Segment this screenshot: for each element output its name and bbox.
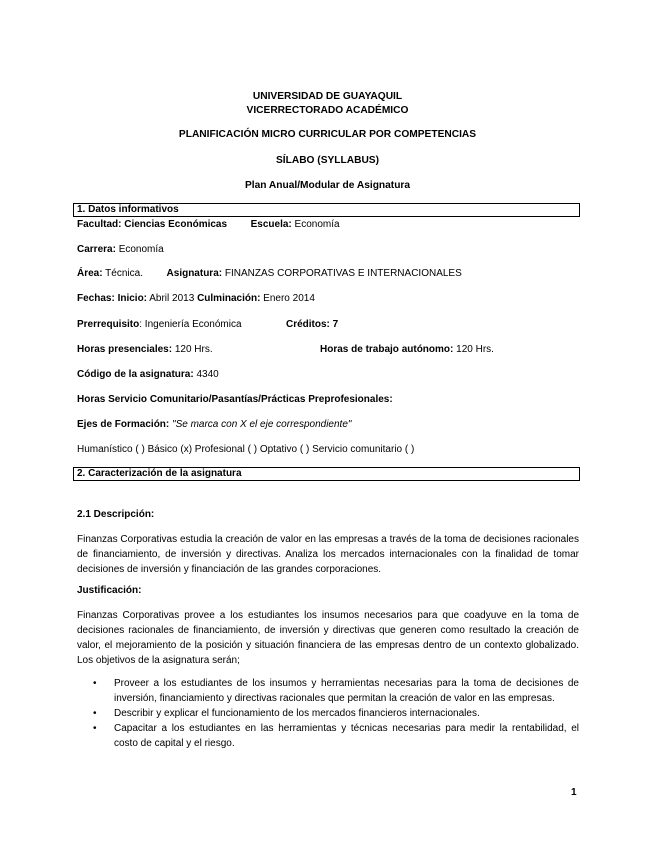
section-2-title: 2. Caracterización de la asignatura — [77, 468, 242, 479]
ejes-label: Ejes de Formación: — [77, 419, 170, 430]
ejes-options: Humanístico ( ) Básico (x) Profesional ( ) Optativo ( ) Servicio comunitario ( ) — [77, 444, 415, 455]
horas-presenciales-label: Horas presenciales: — [77, 344, 173, 355]
bullet-icon: • — [93, 708, 97, 719]
codigo-line — [77, 369, 219, 380]
syllabus-title: SÍLABO (SYLLABUS) — [275, 155, 379, 166]
plan-title: Plan Anual/Modular de Asignatura — [244, 180, 411, 191]
objective-text: Describir y explicar el funcionamiento de los mercados financieros internacionales. — [114, 708, 480, 719]
escuela-label: Escuela: — [250, 219, 292, 230]
fechas-inicio-value: Abril 2013 — [147, 293, 195, 304]
asignatura-value: FINANZAS CORPORATIVAS E INTERNACIONALES — [222, 268, 462, 279]
facultad-label: Facultad: Ciencias Económicas — [77, 219, 228, 230]
objective-text: Capacitar a los estudiantes en las herramientas y técnicas necesarias para medir la rentabilidad, el costo de capital y el riesgo. — [114, 723, 579, 749]
bullet-icon: • — [93, 723, 97, 734]
facultad-line — [77, 219, 340, 230]
asignatura-label: Asignatura: — [166, 268, 223, 279]
justification-title: Justificación: — [77, 585, 142, 596]
codigo-value: 4340 — [193, 369, 219, 380]
justification-text: Finanzas Corporativas provee a los estudiantes los insumos necesarios para que coadyuve en la toma de decisiones racionales de financiamiento, de inversión y directivas que generen como resultado la creación de valor, el mejoramiento de la posición y situación financiera de las empresas dentro de un contexto globalizado. Los objetivos de la asignatura serán; — [77, 610, 579, 666]
horas-presenciales-value: 120 Hrs. — [172, 344, 213, 355]
section-1-header — [73, 203, 580, 217]
area-line — [77, 268, 462, 279]
prerrequisito-value: : Ingeniería Económica — [139, 319, 242, 330]
carrera-label: Carrera: — [77, 244, 116, 255]
section-2-header — [73, 467, 580, 481]
escuela-value: Economía — [291, 219, 340, 230]
fechas-label: Fechas: Inicio: — [77, 293, 148, 304]
objective-text: Proveer a los estudiantes de los insumos y herramientas necesarias para la toma de decisiones de inversión, financiamiento y directivas racionales que permitan la creación de valor en las empresas. — [114, 678, 579, 704]
horas-presenciales-line — [77, 344, 213, 355]
vice-rectorate-title: VICERRECTORADO ACADÉMICO — [246, 105, 409, 116]
culminacion-value: Enero 2014 — [260, 293, 315, 304]
carrera-line — [77, 244, 164, 255]
horas-autonomo-value: 120 Hrs. — [453, 344, 494, 355]
section-1-title: 1. Datos informativos — [77, 204, 179, 215]
ejes-line — [77, 419, 351, 430]
list-item — [77, 721, 579, 751]
fechas-line — [77, 293, 315, 304]
ejes-value: "Se marca con X el eje correspondiente" — [169, 419, 352, 430]
creditos-label: Créditos: 7 — [286, 319, 339, 330]
prerrequisito-label: Prerrequisito — [77, 319, 140, 330]
list-item — [77, 676, 579, 706]
carrera-value: Economía — [115, 244, 164, 255]
bullet-icon: • — [93, 678, 97, 689]
objectives-list — [77, 676, 579, 751]
planning-title: PLANIFICACIÓN MICRO CURRICULAR POR COMPETENCIAS — [178, 129, 477, 140]
area-value: Técnica. — [102, 268, 143, 279]
list-item — [77, 706, 579, 721]
culminacion-label: Culminación: — [197, 293, 261, 304]
codigo-label: Código de la asignatura: — [77, 369, 194, 380]
page-number: 1 — [571, 787, 577, 798]
area-label: Área: — [77, 268, 103, 279]
horas-autonomo-line — [320, 344, 494, 355]
horas-servicio-label: Horas Servicio Comunitario/Pasantías/Prácticas Preprofesionales: — [77, 394, 393, 405]
prerrequisito-line — [77, 319, 242, 330]
university-title: UNIVERSIDAD DE GUAYAQUIL — [252, 91, 403, 102]
description-text: Finanzas Corporativas estudia la creación de valor en las empresas a través de la toma de decisiones racionales de financiamiento, de inversión y directivas. Analiza los mercados internacionales con la finalidad de tomar decisiones de inversión y financiación de las grandes corporaciones. — [77, 534, 579, 575]
description-title: 2.1 Descripción: — [77, 509, 155, 520]
horas-autonomo-label: Horas de trabajo autónomo: — [320, 344, 454, 355]
